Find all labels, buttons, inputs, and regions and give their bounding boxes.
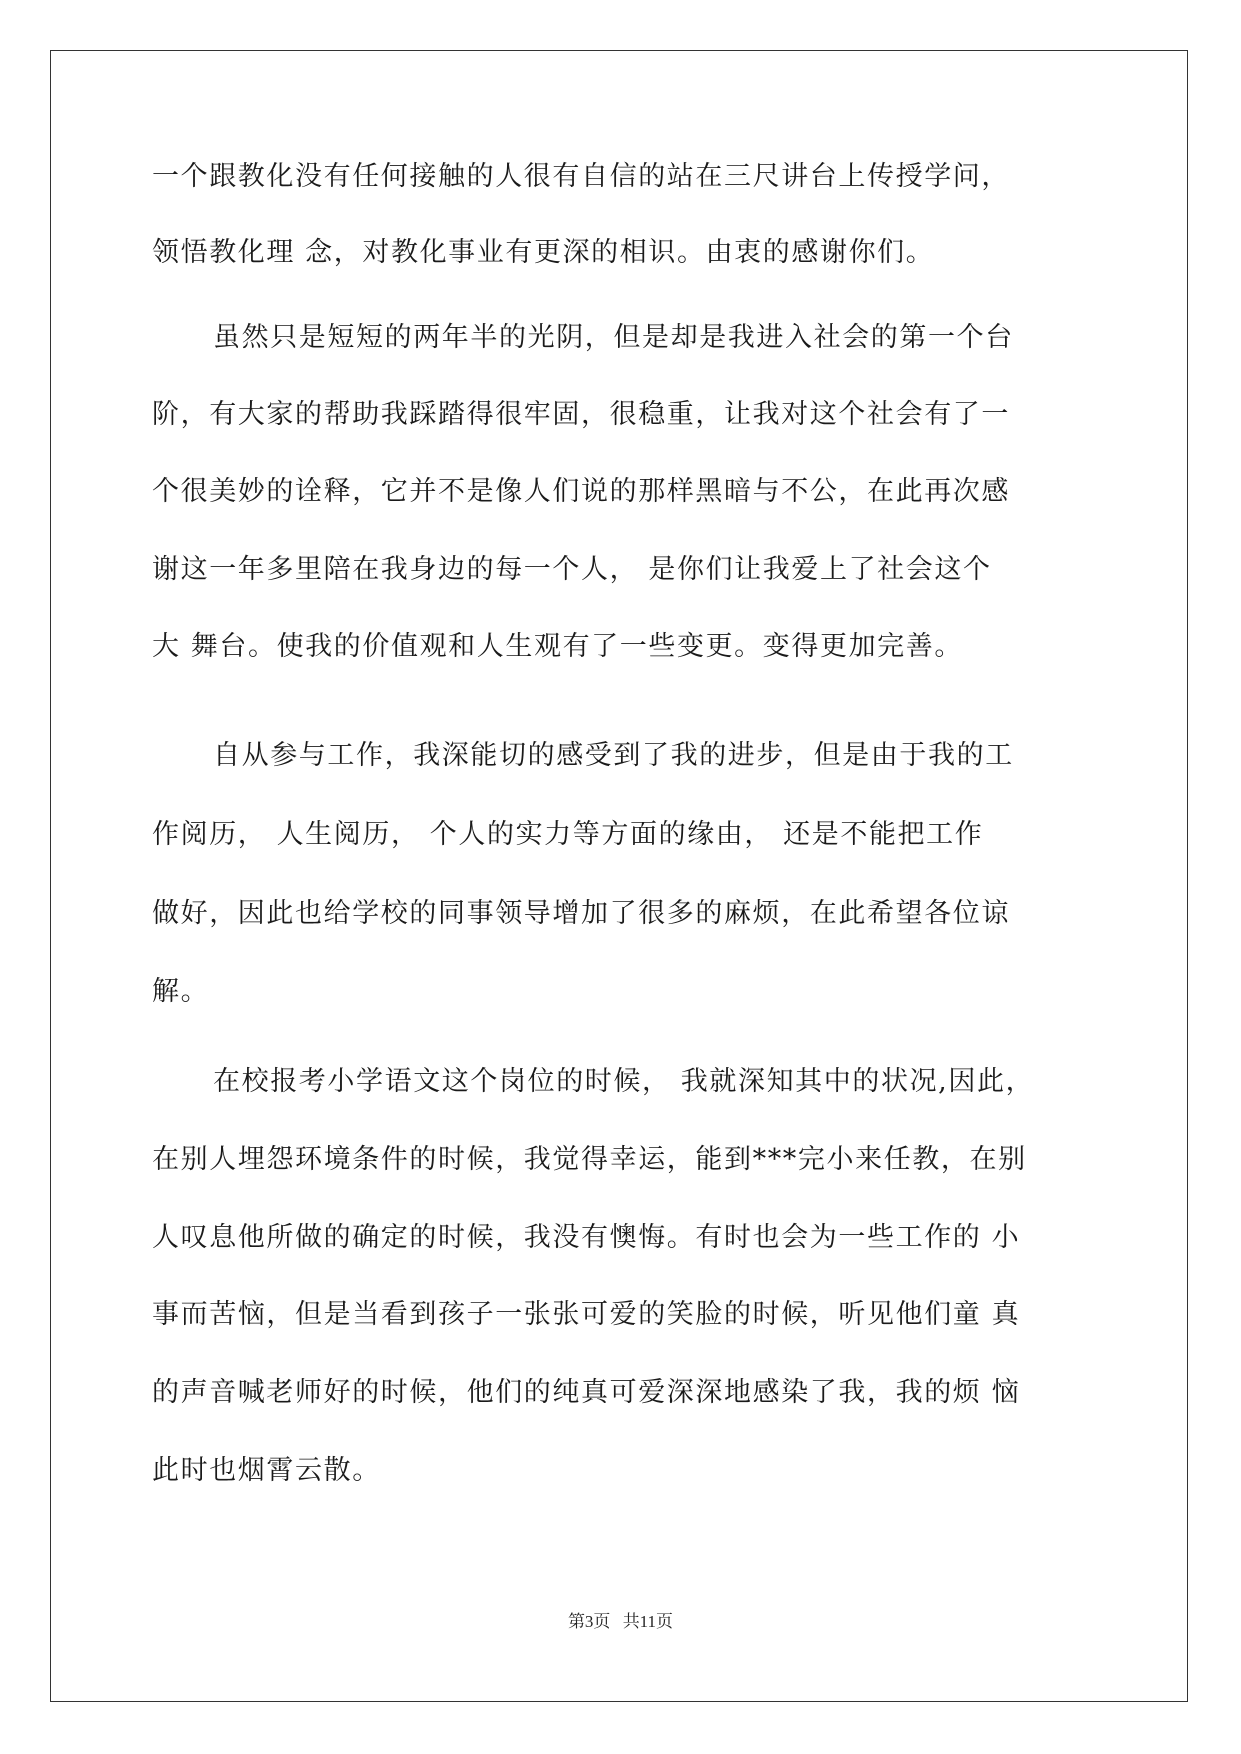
- page-number: 第3页: [567, 1612, 611, 1631]
- text-line: 解。: [152, 976, 210, 1007]
- text-line: 事而苦恼，但是当看到孩子一张张可爱的笑脸的时候，听见他们童 真: [152, 1299, 1021, 1330]
- text-line: 在别人埋怨环境条件的时候，我觉得幸运，能到***完小来任教，在别: [152, 1144, 1027, 1175]
- text-line: 此时也烟霄云散。: [152, 1455, 381, 1486]
- text-line: 大 舞台。使我的价值观和人生观有了一些变更。变得更加完善。: [152, 631, 963, 662]
- text-line: 自从参与工作，我深能切的感受到了我的进步，但是由于我的工: [213, 740, 1014, 771]
- text-line: 领悟教化理 念，对教化事业有更深的相识。由衷的感谢你们。: [152, 237, 935, 268]
- text-line: 做好，因此也给学校的同事领导增加了很多的麻烦，在此希望各位谅: [152, 898, 1010, 929]
- text-line: 个很美妙的诠释，它并不是像人们说的那样黑暗与不公，在此再次感: [152, 476, 1010, 507]
- text-line: 阶，有大家的帮助我踩踏得很牢固，很稳重，让我对这个社会有了一: [152, 399, 1010, 430]
- page-total: 共11页: [622, 1612, 674, 1631]
- text-line: 在校报考小学语文这个岗位的时候， 我就深知其中的状况,因此，: [213, 1066, 1035, 1097]
- text-line: 谢这一年多里陪在我身边的每一个人， 是你们让我爱上了社会这个: [152, 554, 992, 585]
- page-footer: [0, 1607, 1241, 1632]
- text-line: 人叹息他所做的确定的时候，我没有懊悔。有时也会为一些工作的 小: [152, 1222, 1021, 1253]
- text-line: 虽然只是短短的两年半的光阴，但是却是我进入社会的第一个台: [213, 322, 1014, 353]
- text-line: 的声音喊老师好的时候，他们的纯真可爱深深地感染了我，我的烦 恼: [152, 1377, 1021, 1408]
- text-line: 作阅历， 人生阅历， 个人的实力等方面的缘由， 还是不能把工作: [152, 819, 984, 850]
- text-line: 一个跟教化没有任何接触的人很有自信的站在三尺讲台上传授学问，: [152, 161, 1010, 192]
